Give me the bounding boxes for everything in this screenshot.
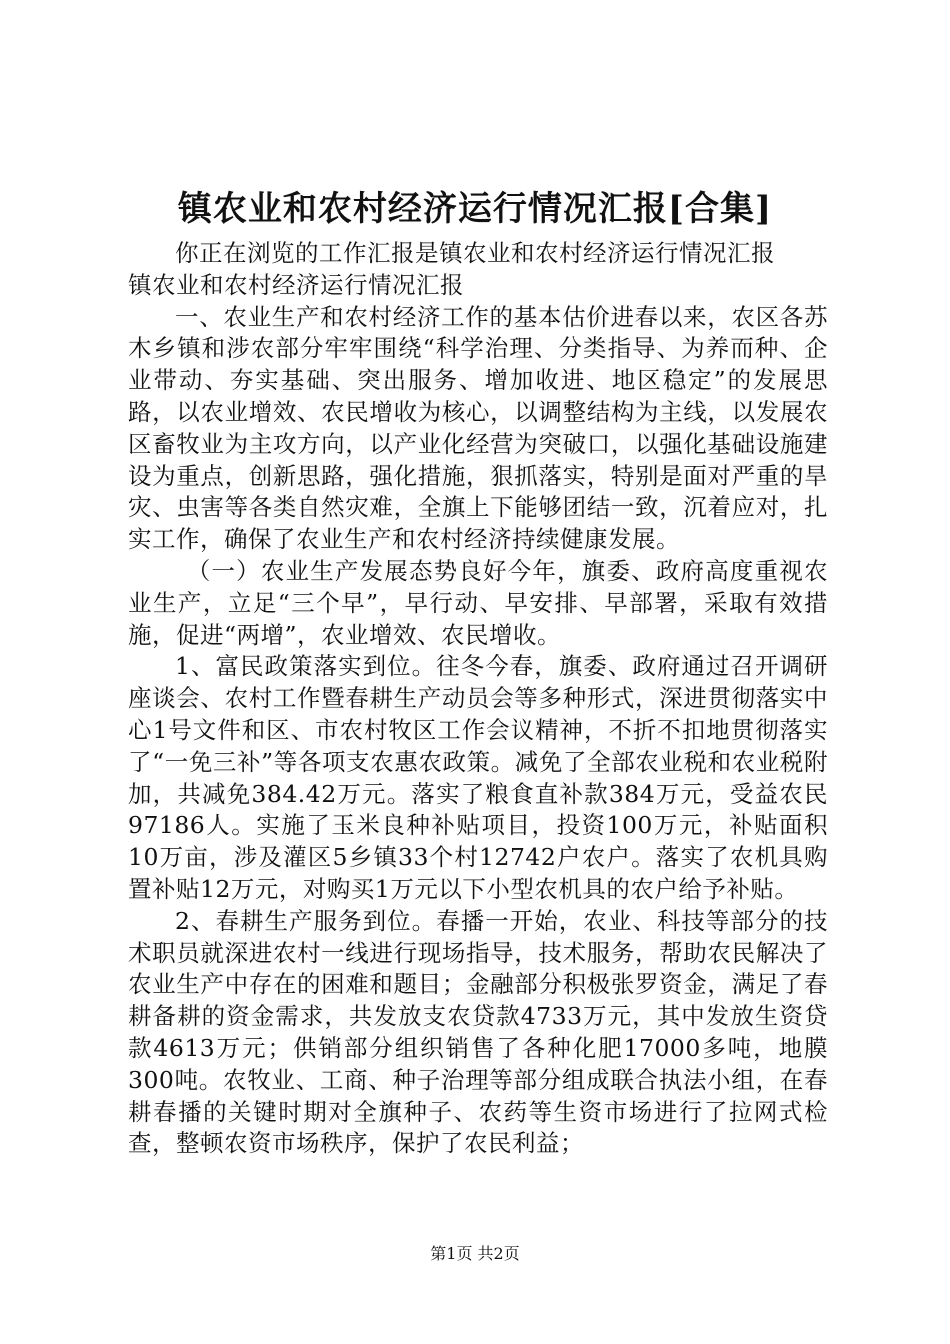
subtitle-paragraph: 镇农业和农村经济运行情况汇报: [128, 270, 464, 299]
section-one-paragraph: 一、农业生产和农村经济工作的基本估价进春以来，农区各苏木乡镇和涉农部分牢牢围绕“科学治理、分类指导、为养而种、企业带动、夯实基础、突出服务、增加收进、地区稳定”的发展思路，以农业增效、农民增收为核心，以调整结构为主线，以发展农区畜牧业为主攻方向，以产业化经营为突破口，以强化基础设施建设为重点，创新思路，强化措施，狠抓落实，特别是面对严重的旱灾、虫害等各类自然灾难，全旗上下能够团结一致，沉着应对，扎实工作，确保了农业生产和农村经济持续健康发展。: [128, 302, 828, 554]
item-one-paragraph: 1、富民政策落实到位。往冬今春，旗委、政府通过召开调研座谈会、农村工作暨春耕生产动员会等多种形式，深进贯彻落实中心1号文件和区、市农村牧区工作会议精神，不折不扣地贯彻落实了“一免三补”等各项支农惠农政策。减免了全部农业税和农业税附加，共减免384.42万元。落实了粮食直补款384万元，受益农民97186人。实施了玉米良种补贴项目，投资100万元，补贴面积10万亩，涉及灌区5乡镇33个村12742户农户。落实了农机具购置补贴12万元，对购买1万元以下小型农机具的农户给予补贴。: [128, 652, 828, 903]
document-body: [128, 238, 828, 1160]
subsection-one-paragraph: （一）农业生产发展态势良好今年，旗委、政府高度重视农业生产，立足“三个早”，早行动、早安排、早部署，采取有效措施，促进“两增”，农业增效、农民增收。: [128, 556, 828, 649]
document-title: 镇农业和农村经济运行情况汇报[合集]: [177, 189, 773, 229]
intro-paragraph: 你正在浏览的工作汇报是镇农业和农村经济运行情况汇报: [175, 239, 775, 267]
page-number-footer: 第1页 共2页: [430, 1244, 520, 1263]
item-two-paragraph: 2、春耕生产服务到位。春播一开始，农业、科技等部分的技术职员就深进农村一线进行现场指导，技术服务，帮助农民解决了农业生产中存在的困难和题目；金融部分积极张罗资金，满足了春耕备耕的资金需求，共发放支农贷款4733万元，其中发放生资贷款4613万元；供销部分组织销售了各种化肥17000多吨，地膜300吨。农牧业、工商、种子治理等部分组成联合执法小组，在春耕春播的关键时期对全旗种子、农药等生资市场进行了拉网式检查，整顿农资市场秩序，保护了农民利益；: [128, 906, 828, 1158]
